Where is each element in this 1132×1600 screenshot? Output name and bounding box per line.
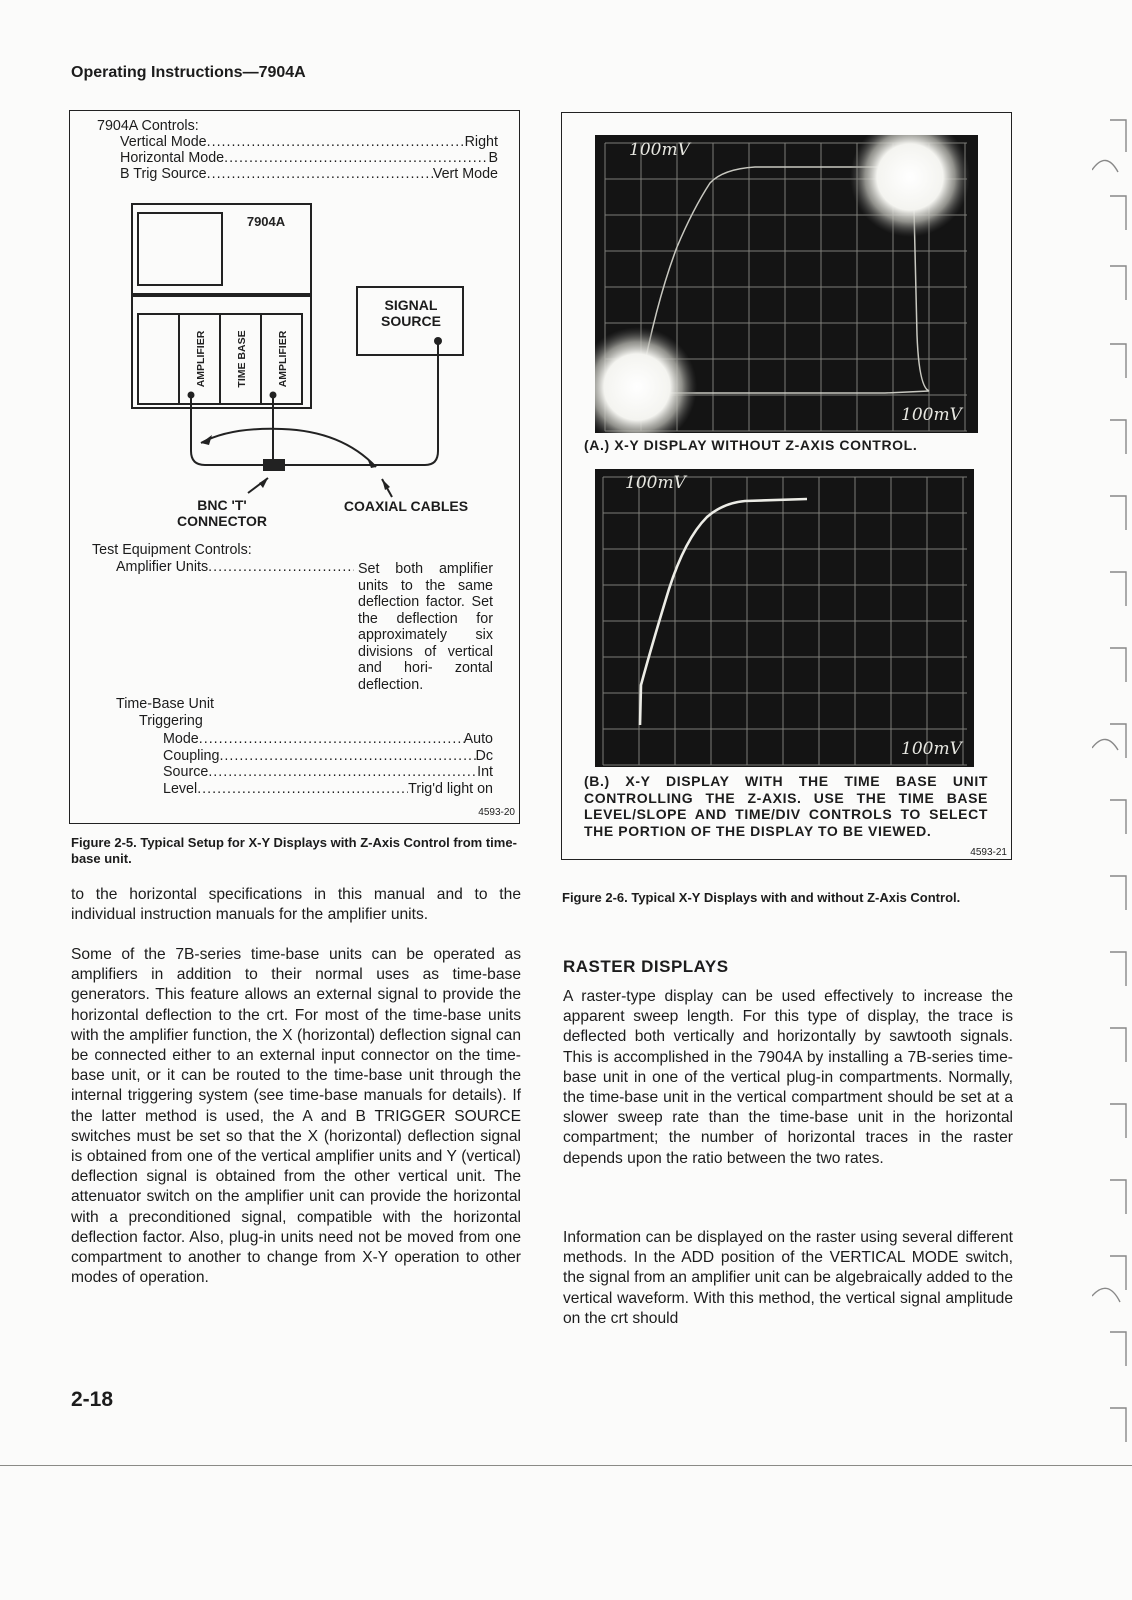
- leader-dots: [197, 781, 408, 797]
- trigger-row-source: [163, 764, 493, 780]
- section-heading-raster-displays: RASTER DISPLAYS: [563, 957, 729, 976]
- trigger-row-coupling: [163, 748, 493, 764]
- body-paragraph: Information can be displayed on the raster using several different methods. In the ADD position of the VERTICAL MODE switch, the signal from an amplifier unit can be algebraically added to the vertical waveform. With this method, the vertical signal amplitude on the crt should: [563, 1229, 1013, 1327]
- coaxial-cables-label: COAXIAL CABLES: [343, 498, 469, 514]
- control-value: Trig'd light on: [408, 781, 493, 797]
- binder-tab-marks: [1092, 0, 1132, 1600]
- leader-dots: [219, 748, 475, 764]
- figure-2-6-caption: Figure 2-6. Typical X-Y Displays with and without Z-Axis Control.: [562, 890, 961, 905]
- trigger-row-level: [163, 781, 493, 797]
- scope-photo-b: [595, 469, 974, 767]
- body-paragraph: to the horizontal specifications in this manual and to the individual instruction manuals for the amplifier units.: [71, 886, 521, 924]
- control-value: Right: [464, 134, 498, 150]
- crt-screen: [138, 213, 222, 285]
- leader-dots: [208, 764, 477, 780]
- mainframe-controls-heading: 7904A Controls:: [97, 118, 199, 134]
- page-header-title: Operating Instructions—7904A: [71, 64, 306, 81]
- scope-b-caption: (B.) X-Y DISPLAY WITH THE TIME BASE UNIT CONTROLLING THE Z-AXIS. USE THE TIME BASE LEVEL/SLOPE AND TIME/DIV CONTROLS TO SELECT THE PORTION OF THE DISPLAY TO BE VIEWED.: [584, 773, 988, 839]
- control-value: Int: [477, 764, 493, 780]
- control-label: Horizontal Mode: [120, 150, 225, 166]
- trigger-row-mode: [163, 731, 493, 747]
- plugin-label-time-base: TIME BASE: [236, 330, 248, 388]
- control-value: Dc: [475, 748, 493, 764]
- page-number: 2-18: [71, 1388, 114, 1411]
- control-value: B: [488, 150, 498, 166]
- scope-b-top-label: 100mV: [625, 473, 686, 493]
- control-label: Level: [163, 781, 198, 797]
- figure-2-6-box: [561, 112, 1012, 860]
- control-label: Vertical Mode: [120, 134, 207, 150]
- amplifier-units-description: Set both amplifier units to the same deflection factor. Set the deflection for approximately six divisions of vertical and hori- zontal deflection.: [358, 561, 493, 693]
- figure-2-5-caption: Figure 2-5. Typical Setup for X-Y Displays with Z-Axis Control from time-base unit.: [71, 835, 517, 866]
- plugin-slot-empty: [138, 314, 179, 404]
- scope-a-bottom-label: 100mV: [901, 405, 962, 425]
- body-paragraph: A raster-type display can be used effectively to increase the apparent sweep length. For this type of display, the trace is deflected both vertically and horizontally by sawtooth signals. This is accomplished in the 7904A by installing a 7B-series time-base unit in one of the vertical plug-in compartments. Normally, the time-base unit in the vertical compartment should be set at a slower sweep rate than the time-base unit in the horizontal compartment; the number of horizontal traces in the raster depends upon the ratio between the two rates.: [563, 988, 1013, 1167]
- bnc-t-connector-icon: [263, 459, 285, 471]
- scope-photo-a: [595, 135, 978, 433]
- leader-dots: [208, 559, 354, 575]
- time-base-unit-label: Time-Base Unit: [116, 696, 214, 712]
- plugin-label-amplifier-right: AMPLIFIER: [277, 330, 289, 388]
- scope-b-bottom-label: 100mV: [901, 739, 962, 759]
- scope-a-top-label: 100mV: [629, 140, 690, 160]
- control-label: Mode: [163, 731, 199, 747]
- bnc-connector-label: BNC 'T' CONNECTOR: [177, 497, 267, 529]
- control-label: Amplifier Units: [116, 559, 209, 575]
- control-value: Auto: [463, 731, 493, 747]
- figure-code: 4593-21: [970, 847, 1007, 858]
- test-equipment-heading: Test Equipment Controls:: [92, 542, 252, 558]
- scope-graticule-a: [595, 135, 978, 433]
- figure-code: 4593-20: [478, 807, 515, 818]
- control-label: Coupling: [163, 748, 220, 764]
- triggering-label: Triggering: [139, 713, 203, 729]
- mainframe-label: 7904A: [246, 214, 286, 229]
- amplifier-units-row: [116, 559, 354, 575]
- signal-source-label: SIGNAL SOURCE: [381, 297, 441, 329]
- leader-dots: [199, 731, 464, 747]
- figure-2-5-box: [69, 110, 520, 824]
- scope-graticule-b: [595, 469, 974, 767]
- plugin-label-amplifier-left: AMPLIFIER: [195, 330, 207, 388]
- scan-bottom-rule: [0, 1465, 1132, 1466]
- body-paragraph: Some of the 7B-series time-base units can be operated as amplifiers in addition to their normal uses as time-base generators. This feature allows an external signal to provide the horizontal deflection to the crt. For most of the time-base units with the amplifier function, the X (horizontal) deflection signal can be connected either to an external input connector on the time-base unit, or it can be routed to the time-base unit through the internal triggering system (see time-base manuals for details). If the latter method is used, the A and B TRIGGER SOURCE switches must be set so that the X (horizontal) deflection signal is obtained from one of the vertical amplifier units and Y (vertical) deflection signal is obtained from the other vertical unit. The attenuator switch on the amplifier unit can provide the horizontal with a preconditioned signal, compatible with the horizontal deflection factor. Also, plug-in units need not be moved from one compartment to another to change from X-Y operation to other modes of operation.: [71, 946, 521, 1287]
- scope-a-caption: (A.) X-Y DISPLAY WITHOUT Z-AXIS CONTROL.: [584, 437, 918, 453]
- control-label: Source: [163, 764, 209, 780]
- control-label: B Trig Source: [120, 166, 207, 182]
- control-value: Vert Mode: [432, 166, 498, 182]
